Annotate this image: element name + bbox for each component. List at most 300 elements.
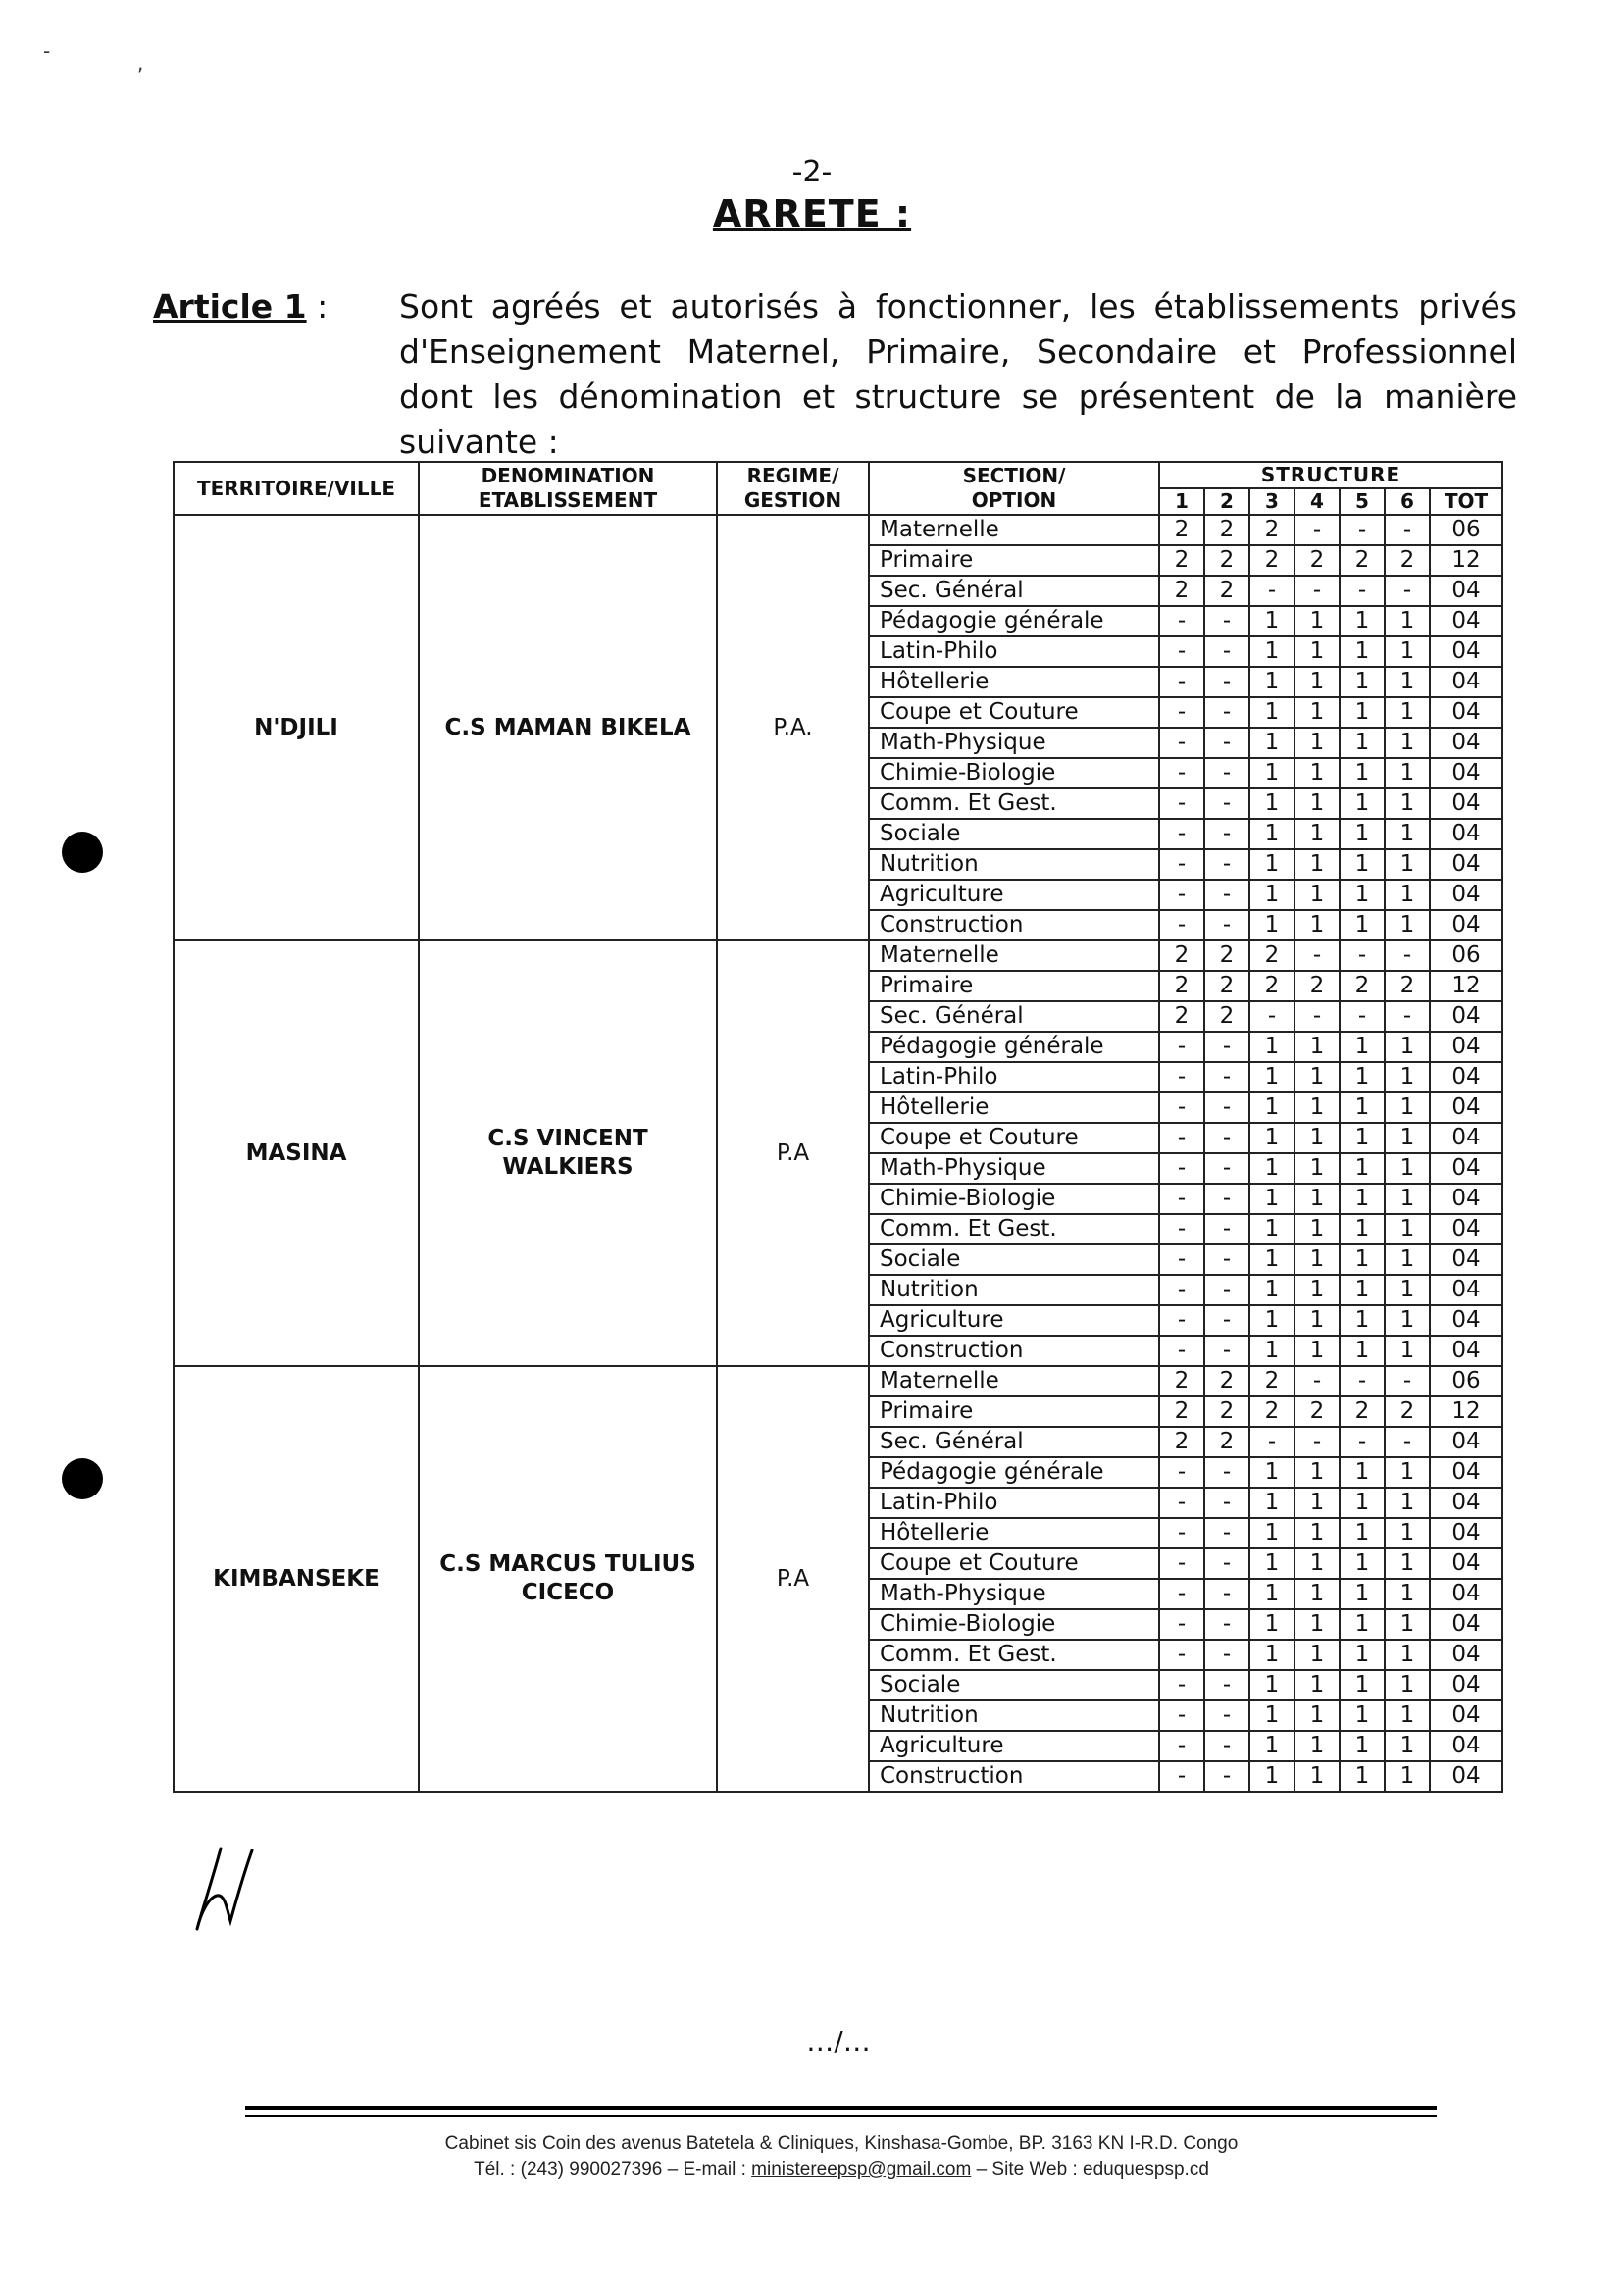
structure-cell: - <box>1204 788 1249 819</box>
total-cell: 12 <box>1430 545 1502 576</box>
structure-cell: 1 <box>1385 636 1430 667</box>
option-cell: Sec. Général <box>869 576 1159 606</box>
structure-cell: - <box>1159 697 1204 728</box>
total-cell: 04 <box>1430 1092 1502 1123</box>
structure-cell: 1 <box>1385 1244 1430 1275</box>
structure-cell: - <box>1159 1305 1204 1336</box>
structure-cell: - <box>1204 1244 1249 1275</box>
structure-cell: 2 <box>1159 515 1204 545</box>
signature-mark <box>191 1839 260 1937</box>
structure-cell: 1 <box>1249 788 1294 819</box>
structure-cell: 2 <box>1159 971 1204 1001</box>
option-cell: Agriculture <box>869 1731 1159 1761</box>
option-cell: Nutrition <box>869 1700 1159 1731</box>
footer-email-link[interactable]: ministereepsp@gmail.com <box>751 2159 972 2180</box>
structure-cell: 1 <box>1385 819 1430 849</box>
option-cell: Agriculture <box>869 880 1159 910</box>
structure-cell: 1 <box>1340 1670 1385 1700</box>
structure-cell: - <box>1204 758 1249 788</box>
structure-cell: 1 <box>1340 758 1385 788</box>
structure-cell: - <box>1159 819 1204 849</box>
structure-cell: 1 <box>1249 1214 1294 1244</box>
total-cell: 04 <box>1430 697 1502 728</box>
option-cell: Math-Physique <box>869 1579 1159 1609</box>
option-cell: Sec. Général <box>869 1427 1159 1457</box>
total-cell: 04 <box>1430 1761 1502 1792</box>
structure-cell: 1 <box>1340 1123 1385 1153</box>
structure-cell: 2 <box>1340 971 1385 1001</box>
structure-cell: 2 <box>1249 515 1294 545</box>
structure-cell: 2 <box>1294 545 1340 576</box>
structure-cell: - <box>1340 515 1385 545</box>
option-cell: Maternelle <box>869 1366 1159 1396</box>
structure-cell: 1 <box>1340 1275 1385 1305</box>
structure-cell: - <box>1385 1427 1430 1457</box>
structure-cell: 1 <box>1249 1700 1294 1731</box>
total-cell: 04 <box>1430 1275 1502 1305</box>
structure-cell: 1 <box>1294 1548 1340 1579</box>
structure-cell: - <box>1340 1427 1385 1457</box>
structure-cell: 1 <box>1294 1336 1340 1366</box>
structure-cell: 1 <box>1294 849 1340 880</box>
structure-cell: 1 <box>1294 1518 1340 1548</box>
structure-cell: - <box>1159 1032 1204 1062</box>
structure-cell: 1 <box>1340 1244 1385 1275</box>
structure-cell: 1 <box>1340 1184 1385 1214</box>
structure-cell: 2 <box>1159 1001 1204 1032</box>
structure-cell: - <box>1159 1153 1204 1184</box>
structure-cell: - <box>1385 515 1430 545</box>
structure-cell: 1 <box>1249 880 1294 910</box>
structure-cell: - <box>1294 1427 1340 1457</box>
option-cell: Sociale <box>869 819 1159 849</box>
option-cell: Coupe et Couture <box>869 697 1159 728</box>
structure-cell: - <box>1204 606 1249 636</box>
structure-cell: - <box>1159 910 1204 940</box>
option-cell: Math-Physique <box>869 728 1159 758</box>
structure-cell: 1 <box>1249 1032 1294 1062</box>
structure-cell: 1 <box>1249 1579 1294 1609</box>
structure-cell: 1 <box>1294 1184 1340 1214</box>
structure-cell: - <box>1249 576 1294 606</box>
total-cell: 04 <box>1430 1032 1502 1062</box>
structure-cell: 1 <box>1385 1609 1430 1640</box>
structure-cell: - <box>1294 1001 1340 1032</box>
etablissement-cell: C.S VINCENT WALKIERS <box>419 940 717 1366</box>
territoire-cell: N'DJILI <box>174 515 419 940</box>
structure-cell: 1 <box>1249 1518 1294 1548</box>
structure-cell: 2 <box>1204 545 1249 576</box>
structure-cell: - <box>1159 1609 1204 1640</box>
structure-cell: 2 <box>1159 1396 1204 1427</box>
structure-cell: 1 <box>1294 1153 1340 1184</box>
structure-cell: 1 <box>1385 1548 1430 1579</box>
structure-cell: 1 <box>1340 1700 1385 1731</box>
regime-cell: P.A <box>717 940 869 1366</box>
structure-cell: 1 <box>1249 1123 1294 1153</box>
structure-cell: 1 <box>1340 1548 1385 1579</box>
table-row <box>174 515 1502 545</box>
structure-cell: 1 <box>1294 1609 1340 1640</box>
total-cell: 04 <box>1430 1670 1502 1700</box>
structure-cell: 2 <box>1249 1366 1294 1396</box>
structure-cell: - <box>1204 1275 1249 1305</box>
total-cell: 04 <box>1430 667 1502 697</box>
structure-cell: - <box>1204 1488 1249 1518</box>
structure-cell: 1 <box>1385 728 1430 758</box>
total-cell: 04 <box>1430 636 1502 667</box>
structure-cell: - <box>1159 1062 1204 1092</box>
structure-cell: 1 <box>1340 1518 1385 1548</box>
structure-cell: 1 <box>1340 1092 1385 1123</box>
structure-cell: 1 <box>1340 697 1385 728</box>
footer-contact <box>0 2156 1624 2183</box>
structure-cell: 1 <box>1249 819 1294 849</box>
footer-website: – Site Web : eduquespsp.cd <box>971 2159 1209 2180</box>
structure-cell: 1 <box>1385 1214 1430 1244</box>
header-row <box>174 462 1502 488</box>
option-cell: Agriculture <box>869 1305 1159 1336</box>
structure-cell: 1 <box>1294 728 1340 758</box>
option-cell: Hôtellerie <box>869 1092 1159 1123</box>
total-cell: 04 <box>1430 1336 1502 1366</box>
structure-cell: 1 <box>1340 1731 1385 1761</box>
total-cell: 04 <box>1430 1457 1502 1488</box>
option-cell: Chimie-Biologie <box>869 758 1159 788</box>
structure-cell: 1 <box>1340 728 1385 758</box>
structure-cell: 1 <box>1249 697 1294 728</box>
structure-cell: - <box>1204 910 1249 940</box>
total-cell: 04 <box>1430 606 1502 636</box>
total-cell: 04 <box>1430 1427 1502 1457</box>
structure-cell: - <box>1159 636 1204 667</box>
structure-cell: 1 <box>1340 1062 1385 1092</box>
structure-cell: 1 <box>1249 606 1294 636</box>
structure-cell: 1 <box>1294 1244 1340 1275</box>
option-cell: Chimie-Biologie <box>869 1609 1159 1640</box>
structure-cell: 1 <box>1294 1305 1340 1336</box>
structure-cell: - <box>1159 880 1204 910</box>
total-cell: 04 <box>1430 1184 1502 1214</box>
structure-cell: - <box>1204 849 1249 880</box>
structure-cell: 2 <box>1249 1396 1294 1427</box>
structure-cell: - <box>1159 758 1204 788</box>
structure-cell: 1 <box>1385 788 1430 819</box>
punch-hole <box>62 1458 103 1499</box>
structure-cell: - <box>1159 1670 1204 1700</box>
structure-cell: - <box>1249 1001 1294 1032</box>
structure-cell: - <box>1385 576 1430 606</box>
option-cell: Pédagogie générale <box>869 1457 1159 1488</box>
structure-cell: 1 <box>1385 880 1430 910</box>
total-cell: 04 <box>1430 1488 1502 1518</box>
header-structure: STRUCTURE <box>1159 462 1502 488</box>
structure-cell: 2 <box>1249 940 1294 971</box>
total-cell: 06 <box>1430 940 1502 971</box>
structure-cell: - <box>1159 1761 1204 1792</box>
structure-cell: - <box>1204 728 1249 758</box>
header-col: 3 <box>1249 488 1294 515</box>
option-cell: Construction <box>869 1336 1159 1366</box>
structure-cell: - <box>1159 788 1204 819</box>
structure-cell: 2 <box>1204 1001 1249 1032</box>
option-cell: Hôtellerie <box>869 1518 1159 1548</box>
structure-cell: 1 <box>1294 880 1340 910</box>
header-denomination: DENOMINATION ETABLISSEMENT <box>419 462 717 515</box>
structure-cell: 1 <box>1249 1275 1294 1305</box>
structure-cell: - <box>1204 1640 1249 1670</box>
structure-cell: - <box>1204 1761 1249 1792</box>
structure-cell: - <box>1204 1153 1249 1184</box>
structure-cell: 1 <box>1385 1153 1430 1184</box>
structure-cell: 1 <box>1340 1336 1385 1366</box>
total-cell: 04 <box>1430 1123 1502 1153</box>
structure-cell: - <box>1385 1366 1430 1396</box>
structure-cell: 2 <box>1385 545 1430 576</box>
structure-cell: 1 <box>1340 1761 1385 1792</box>
structure-cell: 1 <box>1385 1092 1430 1123</box>
structure-cell: - <box>1294 940 1340 971</box>
structure-cell: - <box>1159 667 1204 697</box>
structure-cell: - <box>1340 1001 1385 1032</box>
total-cell: 06 <box>1430 515 1502 545</box>
scan-mark: , <box>137 51 144 75</box>
structure-cell: - <box>1385 1001 1430 1032</box>
structure-cell: - <box>1204 1305 1249 1336</box>
structure-cell: - <box>1159 1123 1204 1153</box>
structure-cell: 1 <box>1294 1214 1340 1244</box>
structure-cell: 2 <box>1204 971 1249 1001</box>
header-col: 1 <box>1159 488 1204 515</box>
structure-cell: - <box>1204 1700 1249 1731</box>
total-cell: 06 <box>1430 1366 1502 1396</box>
structure-cell: 1 <box>1294 1457 1340 1488</box>
structure-cell: - <box>1159 606 1204 636</box>
structure-cell: 1 <box>1249 1609 1294 1640</box>
scan-mark: - <box>43 39 51 63</box>
total-cell: 12 <box>1430 1396 1502 1427</box>
structure-cell: - <box>1204 636 1249 667</box>
footer-phone: Tél. : (243) 990027396 – E-mail : <box>474 2159 752 2180</box>
total-cell: 04 <box>1430 1214 1502 1244</box>
structure-cell: 1 <box>1249 758 1294 788</box>
structure-cell: - <box>1204 819 1249 849</box>
structure-cell: 2 <box>1385 971 1430 1001</box>
structure-cell: - <box>1159 1640 1204 1670</box>
structure-cell: 1 <box>1385 1032 1430 1062</box>
option-cell: Coupe et Couture <box>869 1123 1159 1153</box>
structure-cell: 1 <box>1385 667 1430 697</box>
footer <box>0 2130 1624 2183</box>
article-label-text: Article 1 <box>153 287 307 326</box>
option-cell: Latin-Philo <box>869 1062 1159 1092</box>
structure-cell: 2 <box>1294 1396 1340 1427</box>
structure-cell: 1 <box>1294 636 1340 667</box>
total-cell: 04 <box>1430 576 1502 606</box>
total-cell: 04 <box>1430 1305 1502 1336</box>
structure-cell: 1 <box>1385 1275 1430 1305</box>
structure-cell: 1 <box>1385 1457 1430 1488</box>
option-cell: Sec. Général <box>869 1001 1159 1032</box>
structure-cell: 2 <box>1204 576 1249 606</box>
option-cell: Construction <box>869 910 1159 940</box>
article-text: Sont agréés et autorisés à fonctionner, les établissements privés d'Enseignement Maternel, Primaire, Secondaire et Professionnel dont les dénomination et structure se présentent de la manière suivante : <box>399 287 1517 461</box>
option-cell: Hôtellerie <box>869 667 1159 697</box>
option-cell: Primaire <box>869 971 1159 1001</box>
structure-cell: 1 <box>1249 1761 1294 1792</box>
structure-cell: - <box>1159 1700 1204 1731</box>
footer-address: Cabinet sis Coin des avenus Batetela & Cliniques, Kinshasa-Gombe, BP. 3163 KN I-R.D. Congo <box>444 2133 1239 2153</box>
total-cell: 04 <box>1430 788 1502 819</box>
territoire-cell: MASINA <box>174 940 419 1366</box>
option-cell: Construction <box>869 1761 1159 1792</box>
structure-cell: 1 <box>1385 1184 1430 1214</box>
option-cell: Latin-Philo <box>869 1488 1159 1518</box>
structure-cell: - <box>1385 940 1430 971</box>
structure-cell: 1 <box>1294 910 1340 940</box>
structure-cell: - <box>1204 697 1249 728</box>
structure-cell: - <box>1159 1457 1204 1488</box>
structure-cell: - <box>1204 1457 1249 1488</box>
header-col: 5 <box>1340 488 1385 515</box>
etablissement-cell: C.S MAMAN BIKELA <box>419 515 717 940</box>
structure-cell: 1 <box>1249 1731 1294 1761</box>
structure-cell: 2 <box>1340 545 1385 576</box>
structure-cell: 2 <box>1204 1427 1249 1457</box>
total-cell: 04 <box>1430 880 1502 910</box>
page-heading: ARRETE : <box>712 192 912 235</box>
structure-cell: 1 <box>1340 819 1385 849</box>
structure-cell: - <box>1159 1579 1204 1609</box>
structure-cell: - <box>1294 1366 1340 1396</box>
structure-cell: - <box>1159 728 1204 758</box>
header-regime: REGIME/ GESTION <box>717 462 869 515</box>
total-cell: 04 <box>1430 1548 1502 1579</box>
option-cell: Nutrition <box>869 849 1159 880</box>
option-cell: Math-Physique <box>869 1153 1159 1184</box>
total-cell: 12 <box>1430 971 1502 1001</box>
structure-cell: - <box>1204 667 1249 697</box>
structure-cell: 1 <box>1340 1214 1385 1244</box>
total-cell: 04 <box>1430 1731 1502 1761</box>
structure-cell: 1 <box>1340 1488 1385 1518</box>
structure-cell: - <box>1159 1275 1204 1305</box>
structure-cell: - <box>1204 1518 1249 1548</box>
structure-cell: 2 <box>1159 940 1204 971</box>
structure-cell: 1 <box>1249 1488 1294 1518</box>
total-cell: 04 <box>1430 910 1502 940</box>
structure-cell: 1 <box>1340 849 1385 880</box>
structure-cell: 2 <box>1249 971 1294 1001</box>
structure-cell: 1 <box>1294 1123 1340 1153</box>
structure-cell: 2 <box>1385 1396 1430 1427</box>
structure-cell: 1 <box>1249 1548 1294 1579</box>
structure-cell: 1 <box>1294 1032 1340 1062</box>
table-row <box>174 940 1502 971</box>
structure-cell: 1 <box>1340 1305 1385 1336</box>
structure-cell: - <box>1159 1244 1204 1275</box>
structure-cell: - <box>1159 1731 1204 1761</box>
structure-cell: 2 <box>1204 515 1249 545</box>
structure-cell: - <box>1204 1731 1249 1761</box>
structure-cell: 2 <box>1159 576 1204 606</box>
structure-cell: - <box>1294 515 1340 545</box>
regime-cell: P.A. <box>717 515 869 940</box>
structure-cell: - <box>1159 1184 1204 1214</box>
structure-cell: 1 <box>1249 1670 1294 1700</box>
total-cell: 04 <box>1430 1001 1502 1032</box>
option-cell: Pédagogie générale <box>869 1032 1159 1062</box>
table-row <box>174 1366 1502 1396</box>
structure-cell: - <box>1204 1184 1249 1214</box>
header-col: 6 <box>1385 488 1430 515</box>
structure-cell: 1 <box>1340 636 1385 667</box>
structure-cell: 1 <box>1294 1700 1340 1731</box>
article-colon: : <box>317 287 329 326</box>
structure-cell: 1 <box>1340 1032 1385 1062</box>
structure-cell: 1 <box>1249 1457 1294 1488</box>
structure-cell: 1 <box>1340 788 1385 819</box>
structure-cell: 2 <box>1159 1366 1204 1396</box>
option-cell: Nutrition <box>869 1275 1159 1305</box>
structure-cell: 1 <box>1294 1062 1340 1092</box>
structure-cell: 1 <box>1340 1609 1385 1640</box>
option-cell: Maternelle <box>869 515 1159 545</box>
structure-cell: - <box>1204 1548 1249 1579</box>
structure-cell: 1 <box>1249 849 1294 880</box>
structure-cell: 1 <box>1385 1123 1430 1153</box>
schools-table <box>173 461 1503 1793</box>
total-cell: 04 <box>1430 1609 1502 1640</box>
option-cell: Latin-Philo <box>869 636 1159 667</box>
punch-hole <box>62 832 103 873</box>
structure-cell: - <box>1204 1214 1249 1244</box>
territoire-cell: KIMBANSEKE <box>174 1366 419 1792</box>
structure-cell: - <box>1159 1214 1204 1244</box>
total-cell: 04 <box>1430 1244 1502 1275</box>
structure-cell: 1 <box>1385 1336 1430 1366</box>
total-cell: 04 <box>1430 1062 1502 1092</box>
structure-cell: 1 <box>1294 1731 1340 1761</box>
structure-cell: - <box>1159 1548 1204 1579</box>
structure-cell: 1 <box>1294 1488 1340 1518</box>
structure-cell: - <box>1340 940 1385 971</box>
structure-cell: 1 <box>1294 697 1340 728</box>
structure-cell: - <box>1204 1092 1249 1123</box>
option-cell: Sociale <box>869 1670 1159 1700</box>
structure-cell: 1 <box>1340 667 1385 697</box>
structure-cell: 1 <box>1385 1761 1430 1792</box>
option-cell: Comm. Et Gest. <box>869 788 1159 819</box>
structure-cell: 1 <box>1340 1153 1385 1184</box>
structure-cell: 1 <box>1385 1700 1430 1731</box>
option-cell: Sociale <box>869 1244 1159 1275</box>
structure-cell: 1 <box>1340 880 1385 910</box>
total-cell: 04 <box>1430 1700 1502 1731</box>
structure-cell: - <box>1159 849 1204 880</box>
structure-cell: 1 <box>1385 1640 1430 1670</box>
structure-cell: - <box>1204 1123 1249 1153</box>
structure-cell: 1 <box>1385 849 1430 880</box>
structure-cell: 2 <box>1340 1396 1385 1427</box>
structure-cell: 1 <box>1294 1670 1340 1700</box>
structure-cell: 1 <box>1249 1305 1294 1336</box>
structure-cell: 1 <box>1385 1579 1430 1609</box>
option-cell: Primaire <box>869 545 1159 576</box>
structure-cell: 1 <box>1294 1761 1340 1792</box>
footer-rule-thin <box>245 2115 1437 2117</box>
structure-cell: - <box>1204 1336 1249 1366</box>
